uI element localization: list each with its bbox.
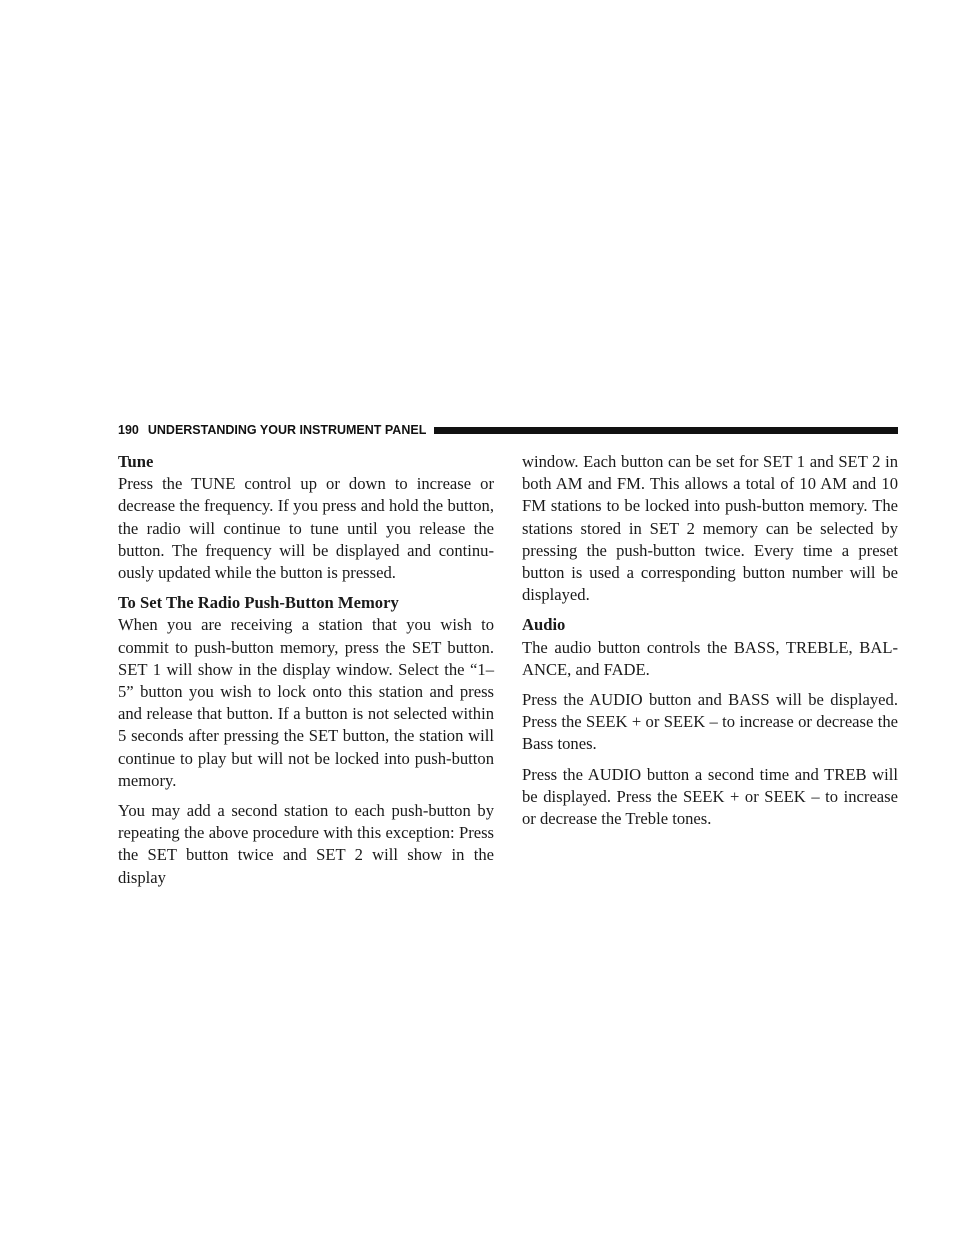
right-column (522, 451, 898, 838)
page-header (118, 422, 898, 438)
second-station-paragraph: You may add a second station to each push-button by repeating the above procedure with this exception: Press the SET button twice and SET 2 will show in the display (118, 801, 494, 887)
memory-paragraph: When you are receiving a station that you wish to commit to push-button memory, press the SET button. SET 1 will show in the display window. Select the “1–5” button you wish to lock onto this station and press and release that button. If a button is not selected within 5 seconds after pressing the SET button, the station will continue to play but will not be locked into push-button memory. (118, 615, 494, 790)
audio-paragraph: The audio button controls the BASS, TREBLE, BALANCE, and FADE. (522, 637, 898, 679)
bass-paragraph: Press the AUDIO button and BASS will be displayed. Press the SEEK + or SEEK – to increase or decrease the Bass tones. (522, 690, 898, 754)
treble-paragraph: Press the AUDIO button a second time and TREB will be displayed. Press the SEEK + or SEEK – to increase or decrease the Treble tones. (522, 764, 898, 829)
continued-paragraph: window. Each button can be set for SET 1 and SET 2 in both AM and FM. This allows a total of 10 AM and 10 FM stations to be locked into push-button memory. The stations stored in SET 2 memory can be selected by pressing the push-button twice. Every time a preset button is used a corresponding button number will be displayed. (522, 452, 898, 605)
tune-paragraph: Press the TUNE control up or down to increase or decrease the frequency. If you press and hold the button, the radio will continue to tune until you release the button. The frequency will be displayed and continuously updated while the button is pressed. (118, 474, 494, 583)
header-rule (434, 427, 898, 434)
page-number: 190 (118, 423, 139, 437)
left-column (118, 451, 494, 897)
memory-heading: To Set The Radio Push-Button Memory (118, 593, 399, 613)
section-title: UNDERSTANDING YOUR INSTRUMENT PANEL (147, 423, 427, 437)
audio-heading: Audio (522, 615, 566, 635)
tune-heading: Tune (118, 452, 154, 471)
